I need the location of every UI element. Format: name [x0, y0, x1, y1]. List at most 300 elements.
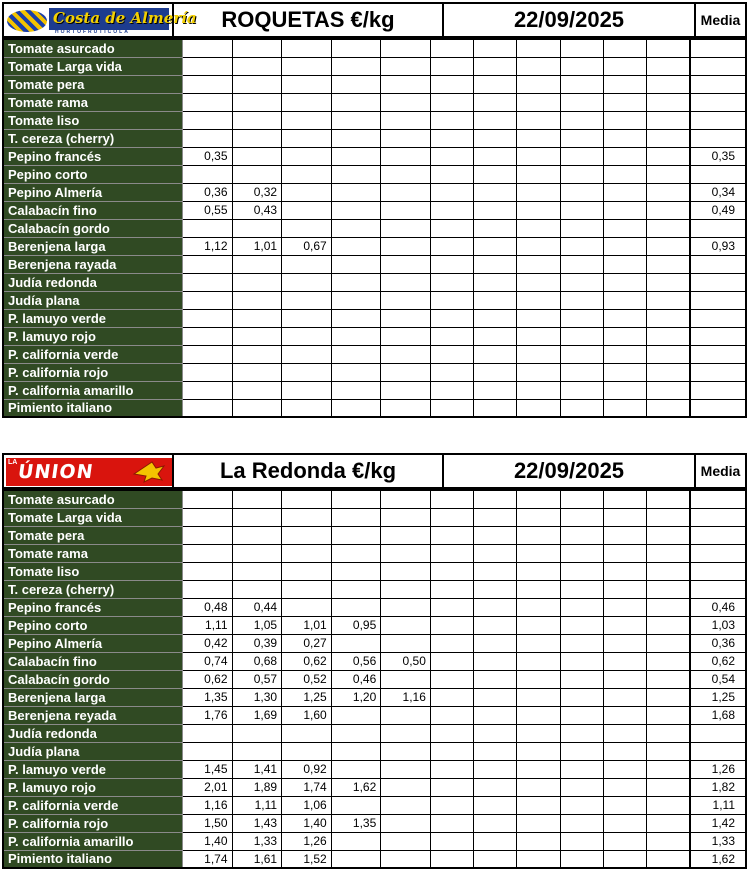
price-cell	[603, 183, 646, 201]
price-cell: 1,01	[282, 616, 332, 634]
price-cell	[430, 526, 473, 544]
price-cell	[517, 670, 560, 688]
price-cell	[430, 742, 473, 760]
media-cell	[690, 39, 746, 57]
costa-de-almeria-logo	[7, 8, 197, 35]
price-cell	[603, 201, 646, 219]
price-cell	[232, 327, 282, 345]
price-cell	[282, 363, 332, 381]
table-row	[3, 490, 746, 508]
logo-prefix: LA	[8, 459, 18, 466]
price-cell: 1,05	[232, 616, 282, 634]
table-row	[3, 562, 746, 580]
price-cell	[603, 688, 646, 706]
media-cell	[690, 562, 746, 580]
price-cell	[331, 129, 381, 147]
price-cell	[381, 183, 431, 201]
table-row	[3, 381, 746, 399]
price-cell: 1,12	[182, 237, 232, 255]
price-cell: 1,62	[331, 778, 381, 796]
price-cell	[331, 526, 381, 544]
price-cell	[647, 598, 690, 616]
price-cell	[182, 273, 232, 291]
price-cell	[560, 183, 603, 201]
price-cell: 1,11	[232, 796, 282, 814]
price-cell	[560, 508, 603, 526]
price-cell	[517, 237, 560, 255]
price-cell	[560, 201, 603, 219]
price-cell	[517, 652, 560, 670]
table-row	[3, 111, 746, 129]
table-row	[3, 363, 746, 381]
price-cell	[182, 327, 232, 345]
price-cell	[647, 850, 690, 868]
price-cell	[560, 670, 603, 688]
price-cell	[232, 490, 282, 508]
price-cell	[560, 345, 603, 363]
price-cell	[232, 75, 282, 93]
price-cell	[282, 75, 332, 93]
price-cell	[232, 39, 282, 57]
price-cell	[560, 273, 603, 291]
price-cell	[517, 111, 560, 129]
price-cell	[647, 291, 690, 309]
media-cell	[690, 724, 746, 742]
media-cell	[690, 255, 746, 273]
price-cell	[560, 742, 603, 760]
price-cell	[560, 850, 603, 868]
price-cell	[474, 165, 517, 183]
price-cell: 0,42	[182, 634, 232, 652]
media-cell	[690, 93, 746, 111]
price-cell	[560, 562, 603, 580]
table-row	[3, 201, 746, 219]
price-cell	[603, 165, 646, 183]
table-row	[3, 544, 746, 562]
price-cell: 0,35	[182, 147, 232, 165]
price-cell	[474, 327, 517, 345]
product-label: Pimiento italiano	[3, 399, 182, 417]
price-cell	[430, 399, 473, 417]
price-cell	[430, 544, 473, 562]
price-cell	[647, 526, 690, 544]
price-cell	[560, 634, 603, 652]
price-sheet-la-redonda	[2, 453, 747, 869]
price-cell	[232, 309, 282, 327]
price-cell	[331, 111, 381, 129]
price-cell	[517, 526, 560, 544]
price-cell: 0,56	[331, 652, 381, 670]
price-cell	[381, 598, 431, 616]
product-label: Calabacín gordo	[3, 219, 182, 237]
table-row	[3, 147, 746, 165]
price-cell	[517, 363, 560, 381]
price-cell	[331, 490, 381, 508]
price-cell	[430, 237, 473, 255]
price-cell	[182, 291, 232, 309]
media-cell	[690, 219, 746, 237]
price-cell: 1,60	[282, 706, 332, 724]
price-cell	[182, 165, 232, 183]
price-cell	[430, 580, 473, 598]
price-cell	[647, 616, 690, 634]
logo-cell	[4, 4, 197, 36]
price-cell	[381, 490, 431, 508]
price-cell	[560, 598, 603, 616]
price-cell	[232, 93, 282, 111]
table-row	[3, 652, 746, 670]
price-cell	[331, 327, 381, 345]
table-row	[3, 165, 746, 183]
price-cell	[603, 399, 646, 417]
product-label: Calabacín gordo	[3, 670, 182, 688]
price-cell	[232, 508, 282, 526]
table-row	[3, 399, 746, 417]
price-cell	[381, 201, 431, 219]
price-cell	[474, 562, 517, 580]
price-cell: 0,68	[232, 652, 282, 670]
price-cell	[517, 760, 560, 778]
price-cell: 1,30	[232, 688, 282, 706]
price-cell: 0,55	[182, 201, 232, 219]
product-label: Judía redonda	[3, 724, 182, 742]
table-row	[3, 814, 746, 832]
sheet-header	[2, 2, 747, 38]
product-label: P. california amarillo	[3, 832, 182, 850]
price-cell	[182, 742, 232, 760]
price-cell	[560, 580, 603, 598]
price-cell: 1,43	[232, 814, 282, 832]
price-cell: 1,35	[182, 688, 232, 706]
price-cell	[430, 508, 473, 526]
table-row	[3, 129, 746, 147]
price-table	[2, 38, 747, 418]
price-cell	[603, 850, 646, 868]
product-label: Tomate liso	[3, 562, 182, 580]
product-label: Berenjena larga	[3, 237, 182, 255]
media-cell: 1,33	[690, 832, 746, 850]
table-row	[3, 778, 746, 796]
price-cell	[331, 796, 381, 814]
price-cell	[430, 183, 473, 201]
price-cell: 1,11	[182, 616, 232, 634]
price-cell	[560, 490, 603, 508]
price-cell	[430, 111, 473, 129]
price-cell	[331, 219, 381, 237]
price-cell	[603, 273, 646, 291]
price-cell	[381, 57, 431, 75]
table-row	[3, 616, 746, 634]
price-cell	[517, 688, 560, 706]
price-cell	[603, 309, 646, 327]
price-cell	[647, 796, 690, 814]
price-cell: 0,32	[232, 183, 282, 201]
price-cell	[232, 129, 282, 147]
price-cell	[331, 363, 381, 381]
price-cell	[282, 273, 332, 291]
price-cell	[430, 165, 473, 183]
price-cell	[647, 273, 690, 291]
media-cell: 1,25	[690, 688, 746, 706]
price-cell	[517, 850, 560, 868]
price-cell	[381, 778, 431, 796]
price-cell	[647, 363, 690, 381]
price-cell	[517, 381, 560, 399]
price-cell	[430, 490, 473, 508]
price-cell	[182, 93, 232, 111]
product-label: Tomate pera	[3, 75, 182, 93]
price-cell	[603, 39, 646, 57]
price-cell	[182, 526, 232, 544]
price-cell	[430, 57, 473, 75]
price-cell	[474, 291, 517, 309]
price-cell	[474, 237, 517, 255]
price-cell	[560, 165, 603, 183]
price-cell	[560, 255, 603, 273]
table-row	[3, 796, 746, 814]
sheet-title: La Redonda €/kg	[174, 455, 444, 487]
media-cell: 1,82	[690, 778, 746, 796]
price-cell	[381, 634, 431, 652]
price-cell	[517, 544, 560, 562]
media-cell	[690, 111, 746, 129]
price-cell	[282, 399, 332, 417]
table-row	[3, 39, 746, 57]
price-cell: 0,62	[182, 670, 232, 688]
price-cell: 0,74	[182, 652, 232, 670]
table-row	[3, 57, 746, 75]
price-cell	[282, 129, 332, 147]
media-cell	[690, 309, 746, 327]
price-cell	[474, 490, 517, 508]
price-cell	[517, 309, 560, 327]
price-cell	[603, 327, 646, 345]
price-cell	[603, 237, 646, 255]
price-cell: 1,61	[232, 850, 282, 868]
price-cell	[560, 237, 603, 255]
price-cell	[232, 291, 282, 309]
price-cell: 1,50	[182, 814, 232, 832]
product-label: P. lamuyo rojo	[3, 327, 182, 345]
price-cell	[381, 796, 431, 814]
price-cell	[381, 850, 431, 868]
price-cell: 1,35	[331, 814, 381, 832]
price-cell	[381, 580, 431, 598]
price-cell	[182, 255, 232, 273]
price-cell	[331, 183, 381, 201]
price-cell	[430, 381, 473, 399]
price-cell	[232, 381, 282, 399]
price-cell	[430, 147, 473, 165]
media-cell: 0,49	[690, 201, 746, 219]
product-label: Calabacín fino	[3, 201, 182, 219]
table-row	[3, 219, 746, 237]
price-cell	[647, 381, 690, 399]
price-cell	[430, 363, 473, 381]
price-cell	[517, 57, 560, 75]
table-row	[3, 255, 746, 273]
price-cell	[331, 598, 381, 616]
price-cell	[331, 562, 381, 580]
price-cell	[182, 508, 232, 526]
price-cell	[603, 706, 646, 724]
price-cell	[331, 580, 381, 598]
price-cell	[331, 724, 381, 742]
price-cell	[182, 490, 232, 508]
price-cell	[560, 706, 603, 724]
price-cell: 1,45	[182, 760, 232, 778]
price-sheet-roquetas	[2, 2, 747, 418]
price-cell	[474, 273, 517, 291]
price-cell	[282, 742, 332, 760]
price-cell	[430, 291, 473, 309]
price-cell	[647, 183, 690, 201]
price-cell	[381, 291, 431, 309]
product-label: P. california verde	[3, 345, 182, 363]
price-cell: 1,33	[232, 832, 282, 850]
price-cell	[381, 381, 431, 399]
price-cell	[517, 219, 560, 237]
price-cell	[182, 129, 232, 147]
table-row	[3, 508, 746, 526]
price-cell	[381, 345, 431, 363]
price-cell	[474, 580, 517, 598]
price-cell	[232, 724, 282, 742]
price-cell	[647, 706, 690, 724]
price-cell	[331, 832, 381, 850]
price-cell	[381, 562, 431, 580]
price-cell	[560, 291, 603, 309]
media-cell: 1,62	[690, 850, 746, 868]
table-row	[3, 309, 746, 327]
media-cell	[690, 327, 746, 345]
price-cell: 1,20	[331, 688, 381, 706]
logo-text: ÚNION	[16, 461, 95, 483]
price-cell: 0,92	[282, 760, 332, 778]
price-cell	[647, 652, 690, 670]
price-cell	[560, 363, 603, 381]
price-cell	[430, 634, 473, 652]
price-cell	[647, 490, 690, 508]
price-cell	[474, 219, 517, 237]
price-cell	[331, 291, 381, 309]
media-cell	[690, 399, 746, 417]
checkered-flag-icon	[7, 10, 47, 32]
sheet-date: 22/09/2025	[444, 455, 696, 487]
price-cell	[331, 39, 381, 57]
price-cell	[603, 814, 646, 832]
media-cell	[690, 742, 746, 760]
price-cell	[647, 147, 690, 165]
price-cell	[474, 508, 517, 526]
price-cell: 1,41	[232, 760, 282, 778]
price-cell	[381, 399, 431, 417]
price-cell	[603, 508, 646, 526]
product-label: P. california rojo	[3, 363, 182, 381]
price-cell	[331, 309, 381, 327]
price-cell	[517, 724, 560, 742]
price-cell: 0,44	[232, 598, 282, 616]
media-cell	[690, 544, 746, 562]
price-cell	[603, 724, 646, 742]
price-cell	[474, 544, 517, 562]
media-cell	[690, 165, 746, 183]
price-cell	[381, 327, 431, 345]
table-row	[3, 760, 746, 778]
price-cell	[474, 724, 517, 742]
media-cell	[690, 57, 746, 75]
price-cell	[381, 526, 431, 544]
product-label: P. california verde	[3, 796, 182, 814]
price-cell	[517, 814, 560, 832]
price-cell: 0,27	[282, 634, 332, 652]
price-cell	[430, 724, 473, 742]
price-cell	[430, 688, 473, 706]
price-cell	[647, 75, 690, 93]
price-cell	[647, 724, 690, 742]
logo-subtext: HORTOFRUTICOLA	[55, 29, 130, 35]
product-label: P. california amarillo	[3, 381, 182, 399]
price-cell	[517, 580, 560, 598]
price-cell	[560, 219, 603, 237]
price-cell	[517, 75, 560, 93]
price-cell	[282, 147, 332, 165]
price-cell	[560, 778, 603, 796]
product-label: P. lamuyo verde	[3, 760, 182, 778]
media-cell: 0,34	[690, 183, 746, 201]
price-cell	[474, 706, 517, 724]
price-cell	[517, 634, 560, 652]
price-cell	[517, 616, 560, 634]
table-row	[3, 724, 746, 742]
price-cell: 1,89	[232, 778, 282, 796]
price-cell	[474, 381, 517, 399]
price-cell	[517, 508, 560, 526]
price-cell	[282, 309, 332, 327]
price-cell: 1,16	[182, 796, 232, 814]
price-cell	[232, 147, 282, 165]
product-label: Tomate Larga vida	[3, 57, 182, 75]
price-cell	[474, 760, 517, 778]
price-cell	[331, 237, 381, 255]
sheet-date: 22/09/2025	[444, 4, 696, 36]
price-cell	[282, 345, 332, 363]
price-cell	[331, 147, 381, 165]
price-cell	[560, 75, 603, 93]
price-cell	[331, 75, 381, 93]
logo-cell	[4, 455, 174, 487]
price-cell	[560, 381, 603, 399]
price-cell	[430, 706, 473, 724]
price-cell	[517, 832, 560, 850]
price-cell	[474, 147, 517, 165]
media-header: Media	[700, 463, 741, 479]
price-cell	[381, 814, 431, 832]
price-cell	[647, 544, 690, 562]
table-row	[3, 237, 746, 255]
product-label: Berenjena larga	[3, 688, 182, 706]
price-cell	[474, 363, 517, 381]
table-row	[3, 93, 746, 111]
price-cell	[282, 57, 332, 75]
price-cell	[232, 255, 282, 273]
price-cell	[232, 345, 282, 363]
price-cell: 1,74	[282, 778, 332, 796]
price-cell	[430, 39, 473, 57]
price-cell	[232, 544, 282, 562]
price-cell	[603, 291, 646, 309]
price-cell	[474, 75, 517, 93]
